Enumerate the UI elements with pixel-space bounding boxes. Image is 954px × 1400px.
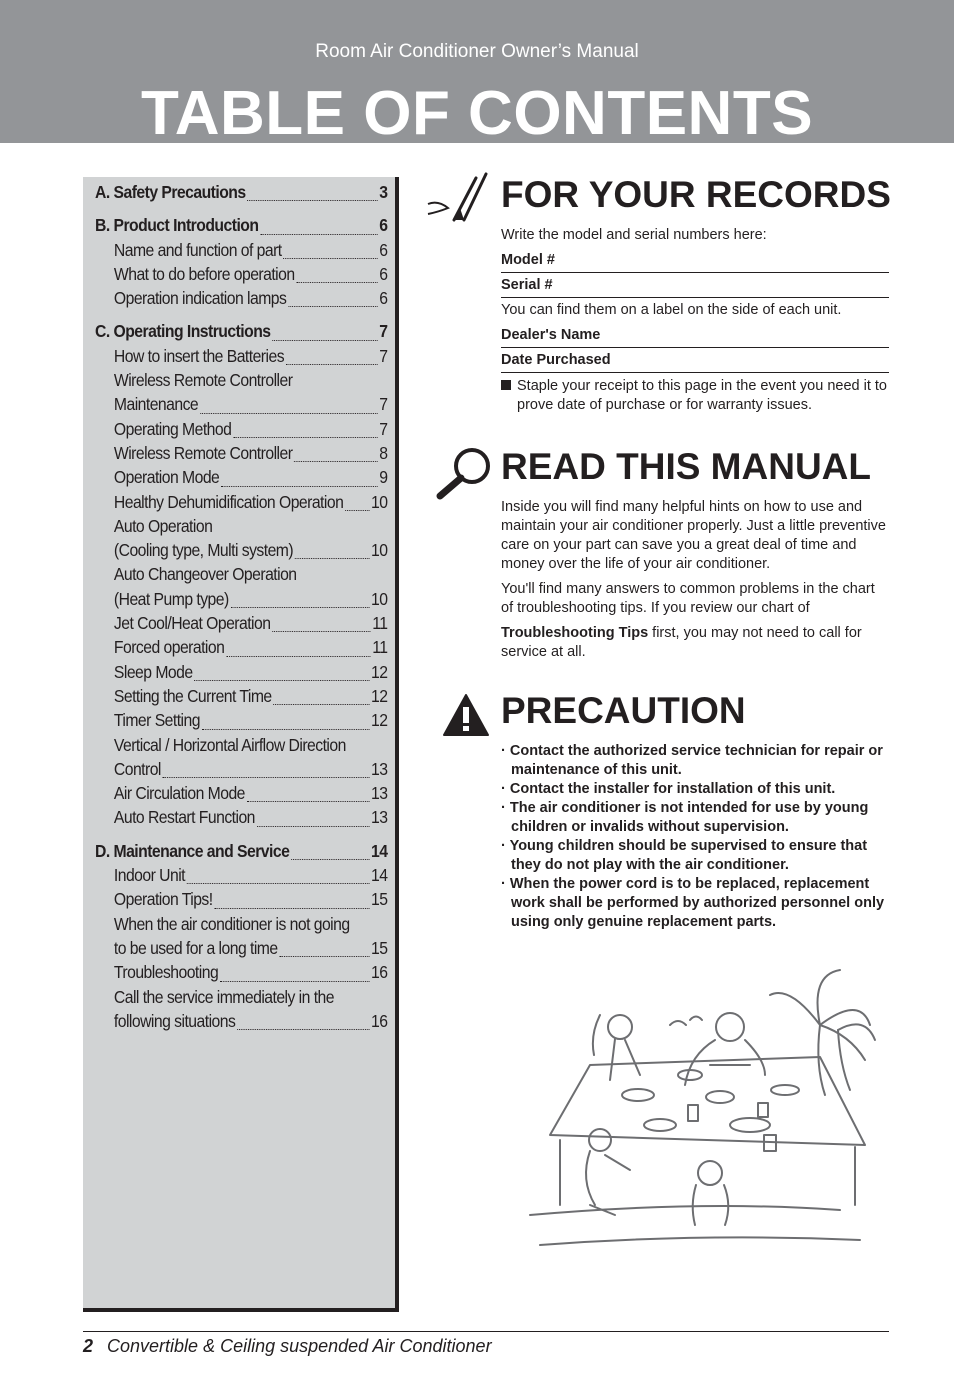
toc-entry-page: 10 — [371, 588, 388, 609]
toc-leader-dots — [294, 461, 377, 462]
footer — [83, 1336, 492, 1357]
toc-leader-dots — [272, 340, 377, 341]
toc-entry-label: C. Operating Instructions — [95, 321, 271, 342]
square-bullet-icon — [501, 380, 511, 390]
toc-list — [95, 182, 388, 1035]
toc-entry-label: (Cooling type, Multi system) — [113, 540, 294, 561]
toc-entry-label: Auto Operation — [113, 515, 213, 536]
toc-entry-page: 12 — [371, 685, 388, 706]
toc-entry-page: 16 — [371, 962, 388, 983]
toc-leader-dots — [247, 801, 370, 802]
toc-panel — [83, 177, 399, 1312]
bullet-dot-icon: · — [501, 743, 510, 759]
toc-entry[interactable] — [95, 889, 388, 913]
toc-leader-dots — [288, 306, 377, 307]
records-heading: FOR YOUR RECORDS — [501, 174, 891, 215]
serial-field[interactable]: Serial # — [501, 273, 889, 298]
bullet-dot-icon: · — [501, 838, 510, 854]
model-field[interactable]: Model # — [501, 248, 889, 273]
toc-entry[interactable] — [95, 662, 388, 686]
label-note: You can find them on a label on the side of each unit. — [501, 302, 842, 318]
bullet-dot-icon: · — [501, 800, 510, 816]
toc-leader-dots — [200, 413, 378, 414]
toc-entry[interactable] — [95, 914, 388, 938]
toc-entry-label: When the air conditioner is not going — [113, 913, 350, 934]
toc-entry-label: Name and function of part — [113, 239, 282, 260]
precaution-item: · Young children should be supervised to ensure that they do not play with the air conditioner. — [501, 838, 868, 873]
precaution-item: · When the power cord is to be replaced, replacement work shall be performed by authorized personnel only using only genuine replacement parts. — [501, 876, 885, 930]
toc-leader-dots — [214, 908, 369, 909]
toc-entry-label: Operation Tips! — [113, 889, 213, 910]
toc-entry-label: Timer Setting — [113, 710, 200, 731]
toc-entry-page: 6 — [379, 288, 388, 309]
toc-entry-page: 12 — [371, 661, 388, 682]
toc-entry[interactable] — [95, 710, 388, 734]
manual-section — [501, 498, 889, 662]
toc-leader-dots — [221, 486, 377, 487]
toc-entry-page: 11 — [372, 637, 388, 658]
toc-entry-page: 14 — [371, 865, 388, 886]
toc-entry-page: 15 — [371, 889, 388, 910]
toc-entry-page: 10 — [371, 540, 388, 561]
toc-entry[interactable] — [95, 240, 388, 264]
manual-paragraph-1: Inside you will find many helpful hints on how to use and maintain your air conditioner properly. Just a little preventive care on your part can save you a great deal of time and money over the life of your air conditioner. — [501, 499, 886, 572]
bullet-dot-icon: · — [501, 781, 510, 797]
toc-entry[interactable] — [95, 1011, 388, 1035]
toc-entry[interactable] — [95, 807, 388, 831]
toc-leader-dots — [187, 883, 369, 884]
toc-entry[interactable] — [95, 370, 388, 394]
toc-entry-label: Troubleshooting — [113, 962, 219, 983]
toc-entry[interactable] — [95, 759, 388, 783]
toc-entry-label: Indoor Unit — [113, 865, 186, 886]
toc-leader-dots — [283, 258, 377, 259]
toc-entry-label: How to insert the Batteries — [113, 345, 285, 366]
toc-entry-label: Operation Mode — [113, 467, 220, 488]
toc-entry-label: Healthy Dehumidification Operation — [113, 491, 344, 512]
toc-entry-label: Wireless Remote Controller — [113, 442, 293, 463]
staple-note: Staple your receipt to this page in the event you need it to prove date of purchase or for warranty issues. — [501, 377, 889, 415]
toc-entry[interactable] — [95, 288, 388, 312]
magnifier-icon — [434, 446, 496, 502]
toc-leader-dots — [279, 956, 369, 957]
toc-leader-dots — [226, 656, 370, 657]
toc-entry[interactable] — [95, 735, 388, 759]
toc-leader-dots — [260, 234, 377, 235]
records-intro: Write the model and serial numbers here: — [501, 227, 767, 243]
toc-entry-page: 14 — [371, 840, 388, 861]
precaution-item: · The air conditioner is not intended for use by young children or invalids without supervision. — [501, 800, 869, 835]
precaution-heading: PRECAUTION — [501, 690, 746, 731]
toc-entry-page: 15 — [371, 937, 388, 958]
toc-entry-label: Forced operation — [113, 637, 225, 658]
toc-entry-page: 8 — [379, 442, 388, 463]
warning-icon — [442, 693, 490, 737]
toc-entry-page: 7 — [379, 418, 388, 439]
toc-leader-dots — [295, 558, 369, 559]
toc-entry-page: 11 — [372, 613, 388, 634]
pen-icon — [424, 168, 494, 226]
toc-entry-label: (Heat Pump type) — [113, 588, 229, 609]
toc-leader-dots — [272, 631, 370, 632]
toc-entry-label: Control — [113, 758, 161, 779]
toc-entry-page: 6 — [379, 215, 388, 236]
toc-entry[interactable] — [95, 564, 388, 588]
manual-paragraph-3: Troubleshooting Tips first, you may not need to call for service at all. — [501, 625, 862, 660]
toc-entry-page: 7 — [379, 394, 388, 415]
toc-entry[interactable] — [95, 467, 388, 491]
toc-entry[interactable] — [95, 589, 388, 613]
toc-entry-label: Vertical / Horizontal Airflow Direction — [113, 734, 346, 755]
toc-entry-label: Setting the Current Time — [113, 685, 272, 706]
toc-entry-label: Maintenance — [113, 394, 199, 415]
toc-entry[interactable] — [95, 492, 388, 516]
toc-entry[interactable] — [95, 938, 388, 962]
toc-leader-dots — [220, 981, 369, 982]
toc-entry-page: 16 — [371, 1010, 388, 1031]
toc-entry-label: Call the service immediately in the — [113, 986, 334, 1007]
toc-entry-label: following situations — [113, 1010, 236, 1031]
toc-leader-dots — [163, 777, 370, 778]
toc-entry-page: 9 — [379, 467, 388, 488]
toc-entry-label: What to do before operation — [113, 263, 295, 284]
toc-entry-page: 7 — [379, 321, 388, 342]
manual-paragraph-2: You'll find many answers to common problems in the chart of troubleshooting tips. If you review our chart of — [501, 581, 875, 616]
manual-subtitle: Room Air Conditioner Owner’s Manual — [315, 41, 639, 62]
toc-leader-dots — [194, 680, 369, 681]
toc-leader-dots — [247, 200, 377, 201]
toc-entry-label: B. Product Introduction — [95, 215, 259, 236]
manual-heading: READ THIS MANUAL — [501, 446, 871, 487]
toc-leader-dots — [286, 364, 378, 365]
toc-entry[interactable] — [95, 865, 388, 889]
toc-entry[interactable] — [95, 394, 388, 418]
toc-leader-dots — [273, 704, 369, 705]
toc-entry[interactable] — [95, 516, 388, 540]
toc-entry[interactable] — [95, 637, 388, 661]
precaution-item: · Contact the installer for installation of this unit. — [501, 781, 836, 797]
toc-leader-dots — [345, 510, 369, 511]
bullet-dot-icon: · — [501, 876, 510, 892]
toc-entry-page: 13 — [371, 783, 388, 804]
toc-gap — [95, 832, 388, 841]
toc-entry[interactable] — [95, 540, 388, 564]
toc-entry[interactable] — [95, 783, 388, 807]
toc-section[interactable] — [95, 841, 388, 865]
toc-section[interactable] — [95, 321, 388, 345]
toc-section[interactable] — [95, 182, 388, 206]
toc-gap — [95, 206, 388, 215]
toc-entry-page: 13 — [371, 758, 388, 779]
toc-entry-label: Wireless Remote Controller — [113, 370, 293, 391]
toc-leader-dots — [237, 1029, 369, 1030]
toc-entry[interactable] — [95, 613, 388, 637]
toc-entry-label: Air Circulation Mode — [113, 783, 245, 804]
page-number: 2 — [83, 1336, 94, 1356]
date-field[interactable]: Date Purchased — [501, 348, 889, 373]
toc-entry-label: Jet Cool/Heat Operation — [113, 613, 271, 634]
toc-entry-label: D. Maintenance and Service — [95, 840, 290, 861]
toc-entry-page: 6 — [379, 263, 388, 284]
toc-entry[interactable] — [95, 686, 388, 710]
footer-divider — [83, 1331, 889, 1332]
family-picnic-illustration — [520, 965, 880, 1270]
toc-entry-page: 3 — [379, 182, 388, 202]
toc-entry-label: A. Safety Precautions — [95, 182, 246, 202]
footer-text: Convertible & Ceiling suspended Air Conditioner — [107, 1336, 492, 1356]
dealer-field[interactable]: Dealer's Name — [501, 323, 889, 348]
toc-entry-label: Operation indication lamps — [113, 288, 287, 309]
page-title: TABLE OF CONTENTS — [140, 79, 814, 148]
toc-leader-dots — [291, 859, 369, 860]
toc-entry-label: Operating Method — [113, 418, 232, 439]
header-banner — [0, 0, 954, 148]
toc-section[interactable] — [95, 215, 388, 239]
toc-leader-dots — [230, 607, 369, 608]
toc-gap — [95, 312, 388, 321]
toc-entry-label: to be used for a long time — [113, 937, 278, 958]
toc-entry-page: 6 — [379, 239, 388, 260]
toc-entry-page: 13 — [371, 807, 388, 828]
toc-entry-label: Auto Restart Function — [113, 807, 255, 828]
toc-entry[interactable] — [95, 962, 388, 986]
records-section — [501, 226, 889, 415]
toc-entry[interactable] — [95, 264, 388, 288]
toc-leader-dots — [233, 437, 377, 438]
toc-entry[interactable] — [95, 443, 388, 467]
toc-leader-dots — [202, 729, 369, 730]
precaution-item: · Contact the authorized service technician for repair or maintenance of this unit. — [501, 743, 883, 778]
toc-entry-page: 10 — [371, 491, 388, 512]
toc-entry[interactable] — [95, 419, 388, 443]
toc-entry[interactable] — [95, 346, 388, 370]
toc-entry-label: Auto Changeover Operation — [113, 564, 297, 585]
toc-leader-dots — [257, 826, 370, 827]
toc-entry-page: 12 — [371, 710, 388, 731]
toc-entry-page: 7 — [379, 345, 388, 366]
precaution-list — [501, 742, 889, 932]
toc-leader-dots — [296, 282, 377, 283]
toc-entry-label: Sleep Mode — [113, 661, 193, 682]
toc-entry[interactable] — [95, 987, 388, 1011]
